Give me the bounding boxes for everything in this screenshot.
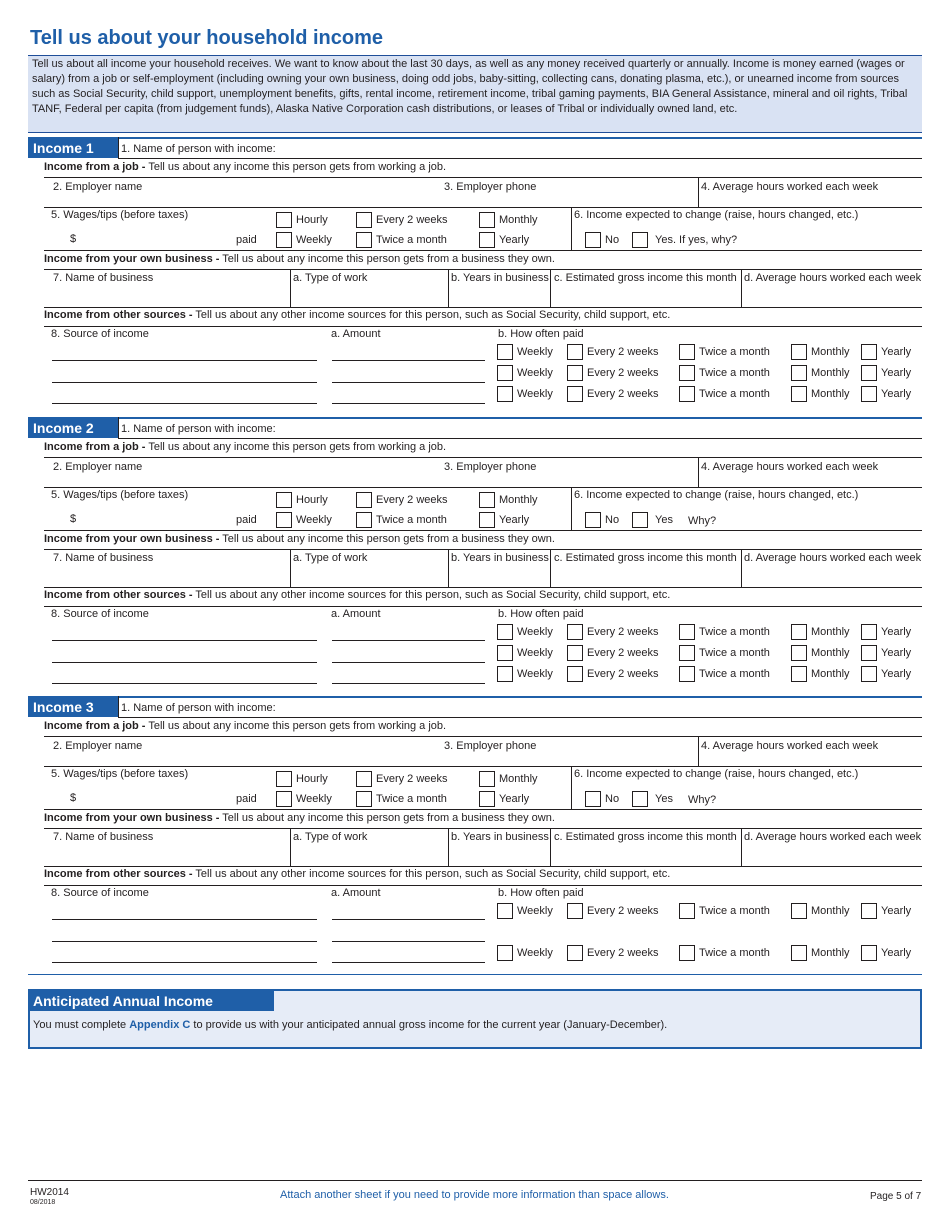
weekly-checkbox[interactable] xyxy=(276,512,292,528)
monthly-label: Monthly xyxy=(499,773,538,785)
rule xyxy=(571,487,572,530)
freq-monthly-label: Monthly xyxy=(811,905,850,917)
avg-hours-label: 4. Average hours worked each week xyxy=(701,461,879,473)
name-person-label: 1. Name of person with income: xyxy=(121,423,276,435)
job-heading xyxy=(44,161,446,174)
freq-monthly-label: Monthly xyxy=(811,668,850,680)
freq-monthly-checkbox[interactable] xyxy=(791,386,807,402)
dollar-sign: $ xyxy=(70,792,77,804)
weekly-checkbox[interactable] xyxy=(276,791,292,807)
business-heading-bold: Income from your own business - xyxy=(44,253,220,265)
freq-monthly-label: Monthly xyxy=(811,367,850,379)
rule xyxy=(44,250,571,251)
section-tab-income-1: Income 1 xyxy=(28,138,118,158)
freq-every-2-weeks-label: Every 2 weeks xyxy=(587,388,659,400)
business-years-label: b. Years in business xyxy=(451,552,549,564)
freq-weekly-label: Weekly xyxy=(517,647,553,659)
name-divider xyxy=(118,696,119,718)
freq-every-2-weeks-label: Every 2 weeks xyxy=(587,346,659,358)
freq-every-2-weeks-checkbox[interactable] xyxy=(567,945,583,961)
other-heading-bold: Income from other sources - xyxy=(44,868,193,880)
freq-twice-a-month-label: Twice a month xyxy=(699,668,770,680)
amount-input-line xyxy=(332,919,485,920)
source-label: 8. Source of income xyxy=(51,887,149,899)
business-years-label: b. Years in business xyxy=(451,272,549,284)
freq-every-2-weeks-label: Every 2 weeks xyxy=(587,905,659,917)
employer-name-label: 2. Employer name xyxy=(53,181,143,193)
paid-label: paid xyxy=(236,514,257,526)
change-no-label: No xyxy=(605,234,620,246)
change-no-checkbox[interactable] xyxy=(585,232,601,248)
section-tab-income-3: Income 3 xyxy=(28,697,118,717)
freq-yearly-label: Yearly xyxy=(881,367,912,379)
rule xyxy=(698,457,699,487)
change-no-label: No xyxy=(605,793,620,805)
freq-yearly-checkbox[interactable] xyxy=(861,666,877,682)
freq-every-2-weeks-checkbox[interactable] xyxy=(567,624,583,640)
rule xyxy=(44,487,922,488)
freq-monthly-checkbox[interactable] xyxy=(791,903,807,919)
intro-text: Tell us about all income your household receives. We want to know about the last 30 days, as well as any money received quarterly or annually. Income is money earned (wages or salary) from a job or self-employment (including owning your own business, doing odd jobs, baby-sitting, collecting cans, donating plasma, etc.), or unearned income from sources such as Social Security, child support, unemployment benefits, gifts, rental income, retirement income, tribal gaming payments, BIA General Assistance, mineral and oil rights, Tribal TANF, Federal per capita (from judgement funds), Alaska Native Corporation cash distributions, or leases of Tribal or individually owned land, etc. xyxy=(28,55,922,133)
source-input-line xyxy=(52,941,317,942)
freq-weekly-label: Weekly xyxy=(517,668,553,680)
rule xyxy=(44,885,922,886)
yearly-checkbox[interactable] xyxy=(479,791,495,807)
business-name-label: 7. Name of business xyxy=(53,552,154,564)
name-underline xyxy=(118,158,922,159)
freq-weekly-checkbox[interactable] xyxy=(497,386,513,402)
freq-monthly-checkbox[interactable] xyxy=(791,645,807,661)
name-person-label: 1. Name of person with income: xyxy=(121,143,276,155)
rule xyxy=(698,736,699,766)
freq-yearly-checkbox[interactable] xyxy=(861,624,877,640)
freq-yearly-checkbox[interactable] xyxy=(861,344,877,360)
rule xyxy=(571,766,572,809)
business-gross-label: c. Estimated gross income this month xyxy=(554,272,737,284)
source-input-line xyxy=(52,360,317,361)
freq-twice-a-month-checkbox[interactable] xyxy=(679,344,695,360)
business-heading-bold: Income from your own business - xyxy=(44,812,220,824)
freq-every-2-weeks-label: Every 2 weeks xyxy=(587,626,659,638)
freq-monthly-checkbox[interactable] xyxy=(791,344,807,360)
page-number: Page 5 of 7 xyxy=(870,1191,922,1202)
twice-a-month-label: Twice a month xyxy=(376,514,447,526)
change-no-label: No xyxy=(605,514,620,526)
wages-label: 5. Wages/tips (before taxes) xyxy=(51,768,189,780)
name-divider xyxy=(118,137,119,159)
rule xyxy=(290,549,291,587)
freq-weekly-checkbox[interactable] xyxy=(497,903,513,919)
every-2-weeks-label: Every 2 weeks xyxy=(376,214,448,226)
freq-every-2-weeks-label: Every 2 weeks xyxy=(587,668,659,680)
other-heading-desc: Tell us about any other income sources for this person, such as Social Security, child support, etc. xyxy=(192,589,671,601)
every-2-weeks-label: Every 2 weeks xyxy=(376,494,448,506)
employer-phone-label: 3. Employer phone xyxy=(444,740,537,752)
freq-twice-a-month-checkbox[interactable] xyxy=(679,945,695,961)
avg-hours-label: 4. Average hours worked each week xyxy=(701,740,879,752)
amount-input-line xyxy=(332,360,485,361)
business-heading-desc: Tell us about any income this person gets from a business they own. xyxy=(219,812,555,824)
amount-input-line xyxy=(332,683,485,684)
rule xyxy=(44,766,922,767)
freq-weekly-label: Weekly xyxy=(517,905,553,917)
job-heading-desc: Tell us about any income this person gets from working a job. xyxy=(145,720,447,732)
anticipated-text: You must complete Appendix C to provide us with your anticipated annual gross income for the current year (January-December). xyxy=(33,1019,668,1031)
rule xyxy=(571,530,922,531)
freq-yearly-checkbox[interactable] xyxy=(861,386,877,402)
appendix-c-link[interactable]: Appendix C xyxy=(129,1019,191,1031)
rule xyxy=(550,828,551,866)
source-input-line xyxy=(52,962,317,963)
freq-weekly-checkbox[interactable] xyxy=(497,624,513,640)
other-heading-desc: Tell us about any other income sources for this person, such as Social Security, child support, etc. xyxy=(192,309,671,321)
freq-twice-a-month-checkbox[interactable] xyxy=(679,903,695,919)
amount-input-line xyxy=(332,662,485,663)
job-heading xyxy=(44,441,446,454)
rule xyxy=(44,457,922,458)
business-hours-label: d. Average hours worked each week xyxy=(744,552,922,564)
avg-hours-label: 4. Average hours worked each week xyxy=(701,181,879,193)
freq-weekly-checkbox[interactable] xyxy=(497,365,513,381)
rule xyxy=(44,587,922,588)
freq-weekly-checkbox[interactable] xyxy=(497,344,513,360)
rule xyxy=(550,549,551,587)
rule xyxy=(44,307,922,308)
change-no-checkbox[interactable] xyxy=(585,791,601,807)
freq-weekly-checkbox[interactable] xyxy=(497,945,513,961)
dollar-sign: $ xyxy=(70,233,77,245)
freq-twice-a-month-checkbox[interactable] xyxy=(679,645,695,661)
freq-every-2-weeks-checkbox[interactable] xyxy=(567,344,583,360)
business-type-label: a. Type of work xyxy=(293,831,368,843)
freq-every-2-weeks-label: Every 2 weeks xyxy=(587,647,659,659)
source-label: 8. Source of income xyxy=(51,608,149,620)
other-heading xyxy=(44,589,670,602)
source-input-line xyxy=(52,640,317,641)
yearly-label: Yearly xyxy=(499,514,530,526)
freq-twice-a-month-label: Twice a month xyxy=(699,626,770,638)
footer-rule xyxy=(28,1180,922,1181)
rule xyxy=(550,269,551,307)
amount-label: a. Amount xyxy=(331,608,381,620)
freq-yearly-label: Yearly xyxy=(881,388,912,400)
paid-label: paid xyxy=(236,234,257,246)
business-heading xyxy=(44,812,555,825)
change-yes-checkbox[interactable] xyxy=(632,232,648,248)
freq-monthly-checkbox[interactable] xyxy=(791,945,807,961)
freq-yearly-label: Yearly xyxy=(881,947,912,959)
freq-weekly-label: Weekly xyxy=(517,388,553,400)
other-heading xyxy=(44,309,670,322)
rule xyxy=(698,177,699,207)
amount-label: a. Amount xyxy=(331,328,381,340)
business-hours-label: d. Average hours worked each week xyxy=(744,831,922,843)
freq-weekly-checkbox[interactable] xyxy=(497,645,513,661)
rule xyxy=(44,326,922,327)
dollar-sign: $ xyxy=(70,513,77,525)
wages-label: 5. Wages/tips (before taxes) xyxy=(51,209,189,221)
rule xyxy=(448,828,449,866)
name-underline xyxy=(118,438,922,439)
rule xyxy=(571,207,572,250)
amount-input-line xyxy=(332,941,485,942)
how-often-label: b. How often paid xyxy=(498,887,584,899)
yearly-label: Yearly xyxy=(499,234,530,246)
freq-monthly-label: Monthly xyxy=(811,647,850,659)
source-input-line xyxy=(52,919,317,920)
freq-yearly-label: Yearly xyxy=(881,346,912,358)
hourly-label: Hourly xyxy=(296,773,328,785)
amount-label: a. Amount xyxy=(331,887,381,899)
change-yes-label: Yes xyxy=(655,514,673,526)
freq-yearly-checkbox[interactable] xyxy=(861,903,877,919)
freq-twice-a-month-checkbox[interactable] xyxy=(679,666,695,682)
source-input-line xyxy=(52,403,317,404)
paid-label: paid xyxy=(236,793,257,805)
freq-twice-a-month-checkbox[interactable] xyxy=(679,386,695,402)
business-name-label: 7. Name of business xyxy=(53,831,154,843)
monthly-checkbox[interactable] xyxy=(479,771,495,787)
rule xyxy=(571,809,922,810)
freq-twice-a-month-label: Twice a month xyxy=(699,905,770,917)
income-change-label: 6. Income expected to change (raise, hours changed, etc.) xyxy=(574,209,859,221)
freq-yearly-label: Yearly xyxy=(881,668,912,680)
freq-monthly-label: Monthly xyxy=(811,626,850,638)
freq-twice-a-month-label: Twice a month xyxy=(699,388,770,400)
change-why-label: Why? xyxy=(688,515,717,527)
hourly-checkbox[interactable] xyxy=(276,771,292,787)
rule xyxy=(741,549,742,587)
freq-twice-a-month-checkbox[interactable] xyxy=(679,365,695,381)
other-heading-desc: Tell us about any other income sources for this person, such as Social Security, child support, etc. xyxy=(192,868,671,880)
form-id: HW2014 xyxy=(30,1187,69,1198)
amount-input-line xyxy=(332,640,485,641)
twice-a-month-label: Twice a month xyxy=(376,793,447,805)
business-heading-desc: Tell us about any income this person gets from a business they own. xyxy=(219,253,555,265)
amount-input-line xyxy=(332,382,485,383)
yearly-label: Yearly xyxy=(499,793,530,805)
freq-twice-a-month-label: Twice a month xyxy=(699,367,770,379)
amount-input-line xyxy=(332,403,485,404)
freq-monthly-label: Monthly xyxy=(811,346,850,358)
rule xyxy=(44,809,571,810)
freq-yearly-label: Yearly xyxy=(881,626,912,638)
every-2-weeks-label: Every 2 weeks xyxy=(376,773,448,785)
yearly-checkbox[interactable] xyxy=(479,512,495,528)
freq-yearly-checkbox[interactable] xyxy=(861,645,877,661)
form-date: 08/2018 xyxy=(30,1199,56,1206)
job-heading xyxy=(44,720,446,733)
source-input-line xyxy=(52,662,317,663)
freq-weekly-label: Weekly xyxy=(517,346,553,358)
amount-input-line xyxy=(332,962,485,963)
twice-a-month-label: Twice a month xyxy=(376,234,447,246)
section-tab-income-2: Income 2 xyxy=(28,418,118,438)
job-heading-desc: Tell us about any income this person gets from working a job. xyxy=(145,441,447,453)
name-underline xyxy=(118,717,922,718)
weekly-label: Weekly xyxy=(296,234,332,246)
anticipated-income-box xyxy=(28,989,922,1049)
employer-phone-label: 3. Employer phone xyxy=(444,181,537,193)
business-name-label: 7. Name of business xyxy=(53,272,154,284)
change-why-label: Why? xyxy=(688,794,717,806)
rule xyxy=(448,549,449,587)
rule xyxy=(571,250,922,251)
change-no-checkbox[interactable] xyxy=(585,512,601,528)
monthly-checkbox[interactable] xyxy=(479,212,495,228)
business-years-label: b. Years in business xyxy=(451,831,549,843)
name-person-label: 1. Name of person with income: xyxy=(121,702,276,714)
divider xyxy=(28,974,922,975)
employer-name-label: 2. Employer name xyxy=(53,740,143,752)
rule xyxy=(44,177,922,178)
yearly-checkbox[interactable] xyxy=(479,232,495,248)
hourly-checkbox[interactable] xyxy=(276,212,292,228)
section-bar xyxy=(28,417,922,419)
rule xyxy=(44,736,922,737)
monthly-checkbox[interactable] xyxy=(479,492,495,508)
freq-monthly-label: Monthly xyxy=(811,947,850,959)
section-bar xyxy=(28,137,922,139)
hourly-checkbox[interactable] xyxy=(276,492,292,508)
freq-weekly-label: Weekly xyxy=(517,947,553,959)
source-input-line xyxy=(52,683,317,684)
income-change-label: 6. Income expected to change (raise, hours changed, etc.) xyxy=(574,489,859,501)
other-heading-bold: Income from other sources - xyxy=(44,589,193,601)
freq-every-2-weeks-checkbox[interactable] xyxy=(567,645,583,661)
monthly-label: Monthly xyxy=(499,494,538,506)
rule xyxy=(44,530,571,531)
twice-a-month-checkbox[interactable] xyxy=(356,512,372,528)
source-label: 8. Source of income xyxy=(51,328,149,340)
rule xyxy=(448,269,449,307)
freq-twice-a-month-label: Twice a month xyxy=(699,346,770,358)
freq-monthly-checkbox[interactable] xyxy=(791,666,807,682)
freq-yearly-label: Yearly xyxy=(881,905,912,917)
footer-note: Attach another sheet if you need to provide more information than space allows. xyxy=(280,1189,669,1201)
business-heading-bold: Income from your own business - xyxy=(44,533,220,545)
rule xyxy=(44,866,922,867)
rule xyxy=(290,269,291,307)
freq-twice-a-month-label: Twice a month xyxy=(699,647,770,659)
income-change-label: 6. Income expected to change (raise, hours changed, etc.) xyxy=(574,768,859,780)
employer-name-label: 2. Employer name xyxy=(53,461,143,473)
rule xyxy=(741,828,742,866)
rule xyxy=(44,269,922,270)
weekly-checkbox[interactable] xyxy=(276,232,292,248)
rule xyxy=(44,606,922,607)
freq-yearly-checkbox[interactable] xyxy=(861,365,877,381)
weekly-label: Weekly xyxy=(296,793,332,805)
business-type-label: a. Type of work xyxy=(293,552,368,564)
freq-every-2-weeks-checkbox[interactable] xyxy=(567,386,583,402)
business-heading xyxy=(44,533,555,546)
freq-monthly-label: Monthly xyxy=(811,388,850,400)
rule xyxy=(44,207,922,208)
freq-twice-a-month-checkbox[interactable] xyxy=(679,624,695,640)
change-yes-label: Yes xyxy=(655,793,673,805)
every-2-weeks-checkbox[interactable] xyxy=(356,771,372,787)
freq-weekly-label: Weekly xyxy=(517,367,553,379)
name-divider xyxy=(118,417,119,439)
freq-weekly-checkbox[interactable] xyxy=(497,666,513,682)
freq-every-2-weeks-label: Every 2 weeks xyxy=(587,947,659,959)
anticipated-heading: Anticipated Annual Income xyxy=(30,991,274,1011)
change-yes-checkbox[interactable] xyxy=(632,791,648,807)
freq-every-2-weeks-checkbox[interactable] xyxy=(567,666,583,682)
twice-a-month-checkbox[interactable] xyxy=(356,791,372,807)
wages-label: 5. Wages/tips (before taxes) xyxy=(51,489,189,501)
rule xyxy=(44,828,922,829)
how-often-label: b. How often paid xyxy=(498,328,584,340)
business-heading xyxy=(44,253,555,266)
hourly-label: Hourly xyxy=(296,214,328,226)
freq-twice-a-month-label: Twice a month xyxy=(699,947,770,959)
weekly-label: Weekly xyxy=(296,514,332,526)
monthly-label: Monthly xyxy=(499,214,538,226)
business-gross-label: c. Estimated gross income this month xyxy=(554,552,737,564)
rule xyxy=(290,828,291,866)
rule xyxy=(741,269,742,307)
job-heading-bold: Income from a job - xyxy=(44,441,146,453)
business-type-label: a. Type of work xyxy=(293,272,368,284)
every-2-weeks-checkbox[interactable] xyxy=(356,212,372,228)
rule xyxy=(44,549,922,550)
business-gross-label: c. Estimated gross income this month xyxy=(554,831,737,843)
freq-every-2-weeks-label: Every 2 weeks xyxy=(587,367,659,379)
hourly-label: Hourly xyxy=(296,494,328,506)
freq-monthly-checkbox[interactable] xyxy=(791,624,807,640)
change-yes-label: Yes. If yes, why? xyxy=(655,234,738,246)
freq-monthly-checkbox[interactable] xyxy=(791,365,807,381)
freq-weekly-label: Weekly xyxy=(517,626,553,638)
business-hours-label: d. Average hours worked each week xyxy=(744,272,922,284)
business-heading-desc: Tell us about any income this person gets from a business they own. xyxy=(219,533,555,545)
job-heading-bold: Income from a job - xyxy=(44,161,146,173)
change-yes-checkbox[interactable] xyxy=(632,512,648,528)
other-heading-bold: Income from other sources - xyxy=(44,309,193,321)
employer-phone-label: 3. Employer phone xyxy=(444,461,537,473)
freq-every-2-weeks-checkbox[interactable] xyxy=(567,903,583,919)
page-title: Tell us about your household income xyxy=(30,27,383,49)
freq-yearly-label: Yearly xyxy=(881,647,912,659)
every-2-weeks-checkbox[interactable] xyxy=(356,492,372,508)
section-bar xyxy=(28,696,922,698)
job-heading-desc: Tell us about any income this person gets from working a job. xyxy=(145,161,447,173)
how-often-label: b. How often paid xyxy=(498,608,584,620)
freq-yearly-checkbox[interactable] xyxy=(861,945,877,961)
freq-every-2-weeks-checkbox[interactable] xyxy=(567,365,583,381)
job-heading-bold: Income from a job - xyxy=(44,720,146,732)
twice-a-month-checkbox[interactable] xyxy=(356,232,372,248)
source-input-line xyxy=(52,382,317,383)
other-heading xyxy=(44,868,670,881)
